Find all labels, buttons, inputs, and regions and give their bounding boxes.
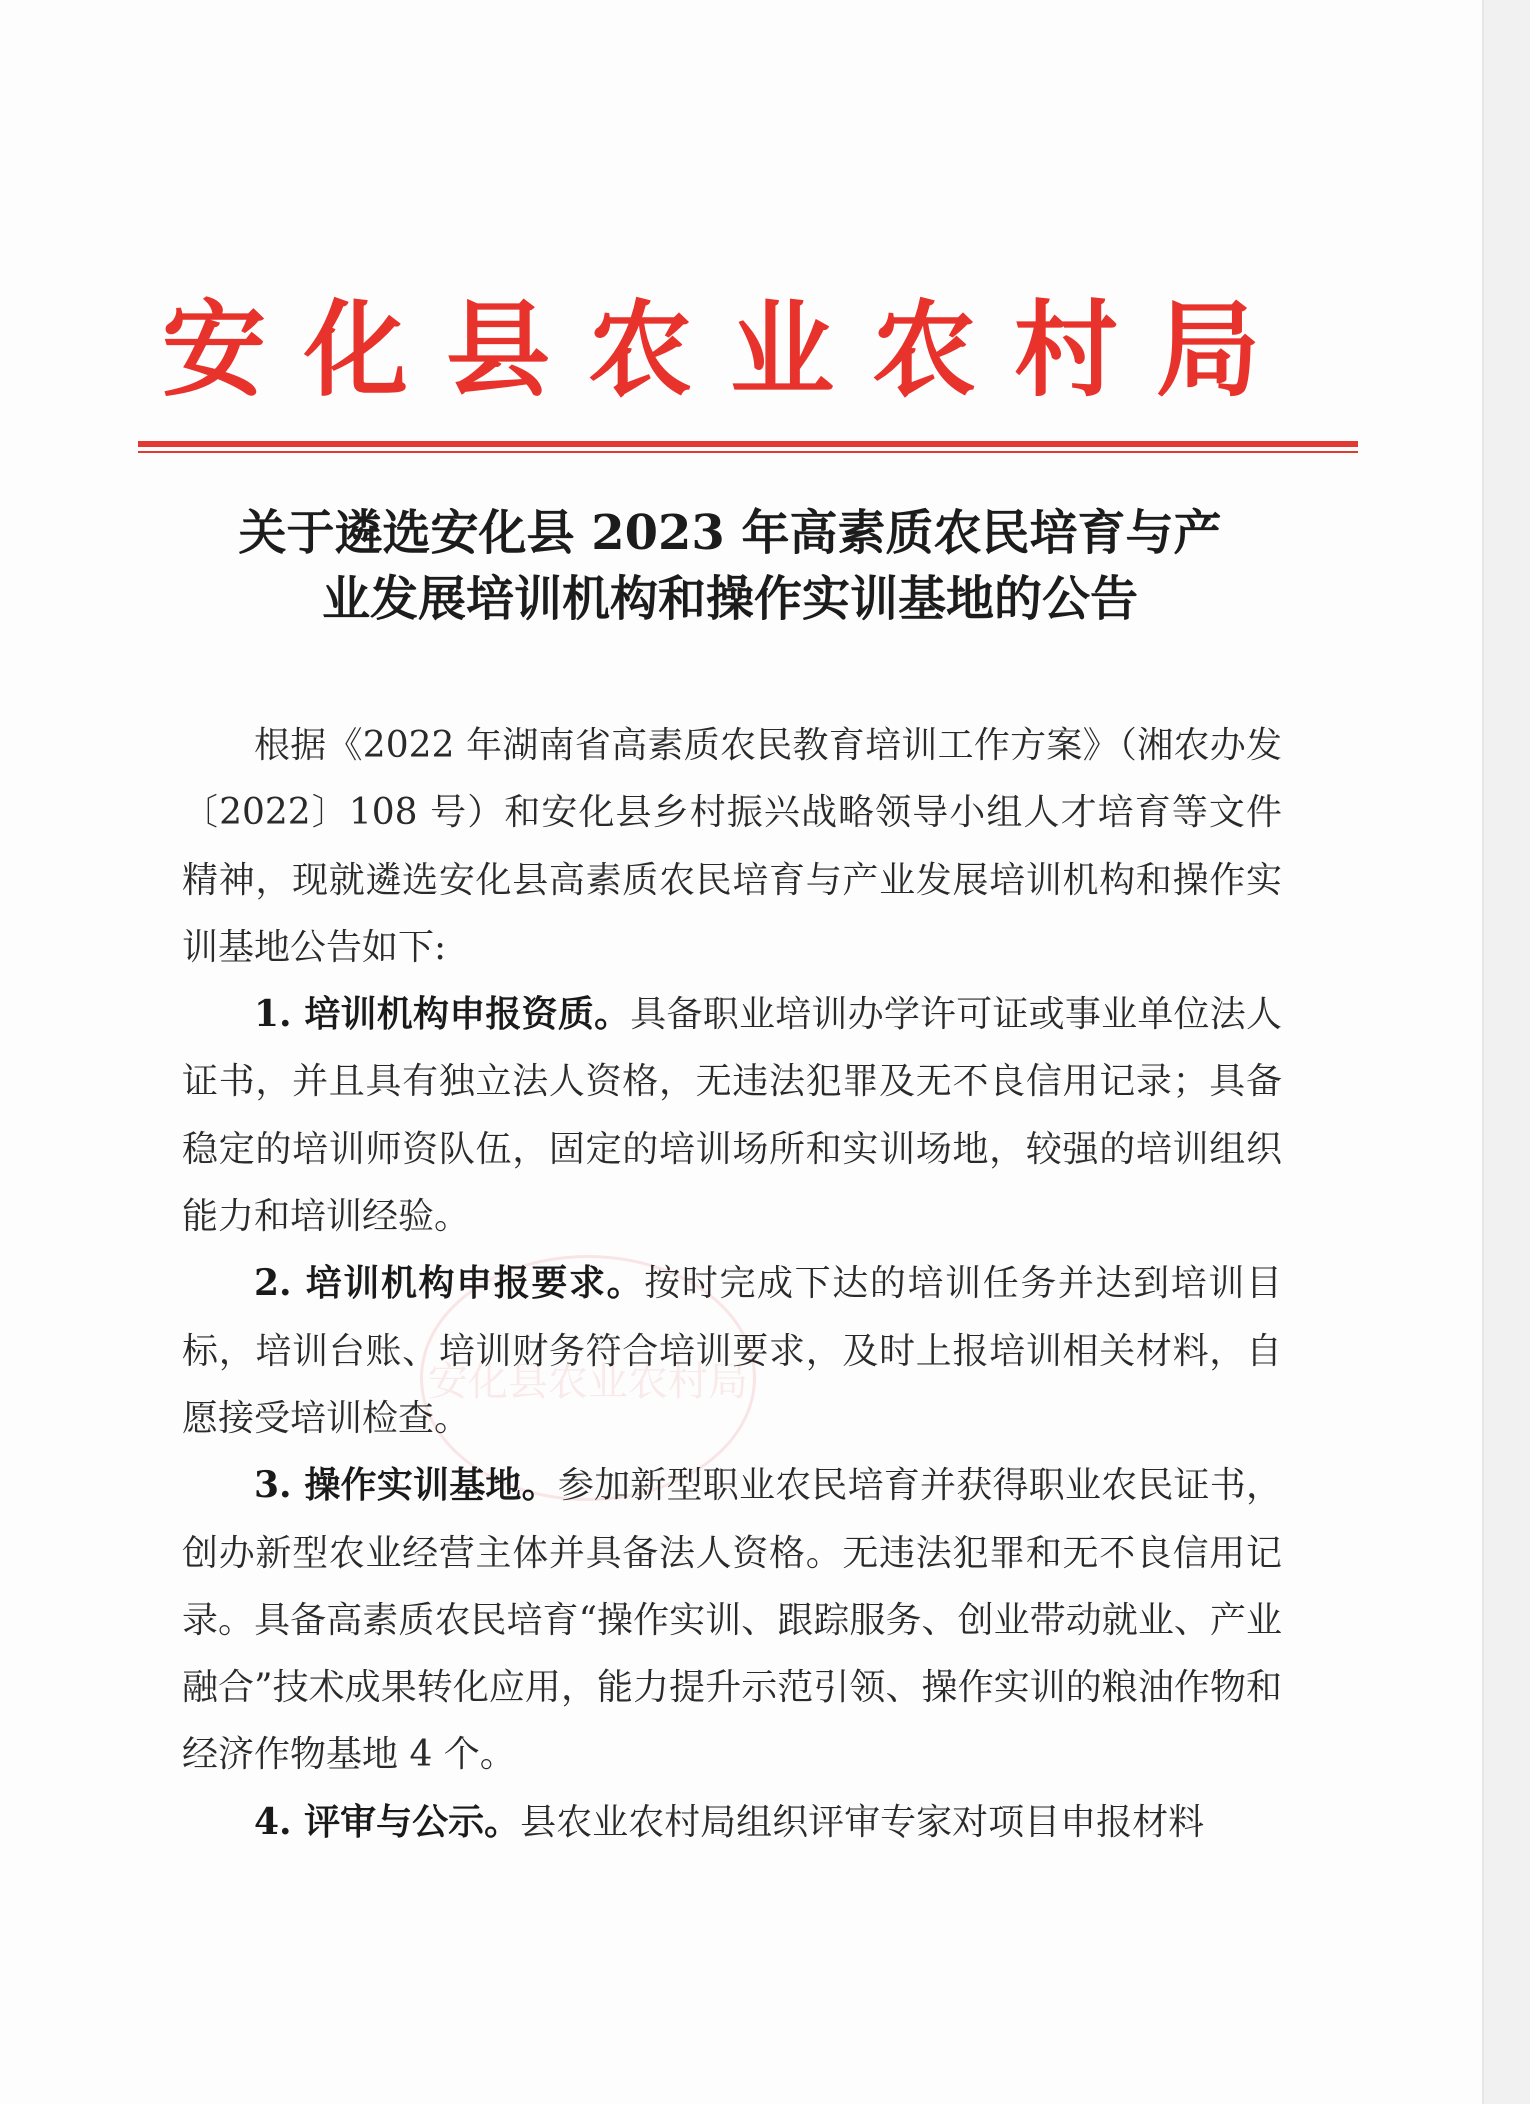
item-paragraph-1 — [182, 981, 1282, 1250]
item-text-2: 按时完成下达的培训任务并达到培训目标，培训台账、培训财务符合培训要求，及时上报培训相关材料，自愿接受培训检查。 — [182, 1263, 1282, 1439]
item-heading-2: 2. 培训机构申报要求。 — [254, 1262, 645, 1305]
item-text-4: 县农业农村局组织评审专家对项目申报材料 — [520, 1801, 1205, 1843]
letterhead-red-rule-thin — [138, 451, 1358, 453]
item-paragraph-3 — [182, 1452, 1282, 1788]
letterhead-red-rule-thick — [138, 441, 1358, 447]
item-paragraph-2 — [182, 1250, 1282, 1452]
notice-title-line-1: 关于遴选安化县 2023 年高素质农民培育与产 — [238, 505, 1222, 561]
item-text-1: 具备职业培训办学许可证或事业单位法人证书，并且具有独立法人资格，无违法犯罪及无不良信用记录；具备稳定的培训师资队伍，固定的培训场所和实训场地，较强的培训组织能力和培训经验。 — [182, 994, 1282, 1238]
intro-paragraph: 根据《2022 年湖南省高素质农民教育培训工作方案》（湘农办发〔2022〕108 号）和安化县乡村振兴战略领导小组人才培育等文件精神，现就遴选安化县高素质农民培育与产业发展培训机构和操作实训基地公告如下: — [182, 725, 1282, 968]
item-heading-4: 4. 评审与公示。 — [254, 1800, 521, 1843]
letterhead-agency-name: 安化县农业农村局 — [161, 289, 1298, 411]
item-text-3: 参加新型职业农民培育并获得职业农民证书，创办新型农业经营主体并具备法人资格。无违法犯罪和无不良信用记录。具备高素质农民培育“操作实训、跟踪服务、创业带动就业、产业融合”技术成果转化应用，能力提升示范引领、操作实训的粮油作物和经济作物基地 4 个。 — [182, 1465, 1282, 1776]
seal-text: 安化县农业农村局 — [428, 1358, 748, 1405]
notice-title — [150, 500, 1310, 632]
notice-title-line-2: 业发展培训机构和操作实训基地的公告 — [321, 571, 1138, 627]
notice-body — [182, 712, 1282, 1856]
scan-margin — [1484, 0, 1530, 2104]
item-heading-3: 3. 操作实训基地。 — [254, 1464, 558, 1507]
item-paragraph-4 — [182, 1789, 1282, 1856]
item-heading-1: 1. 培训机构申报资质。 — [254, 993, 631, 1036]
